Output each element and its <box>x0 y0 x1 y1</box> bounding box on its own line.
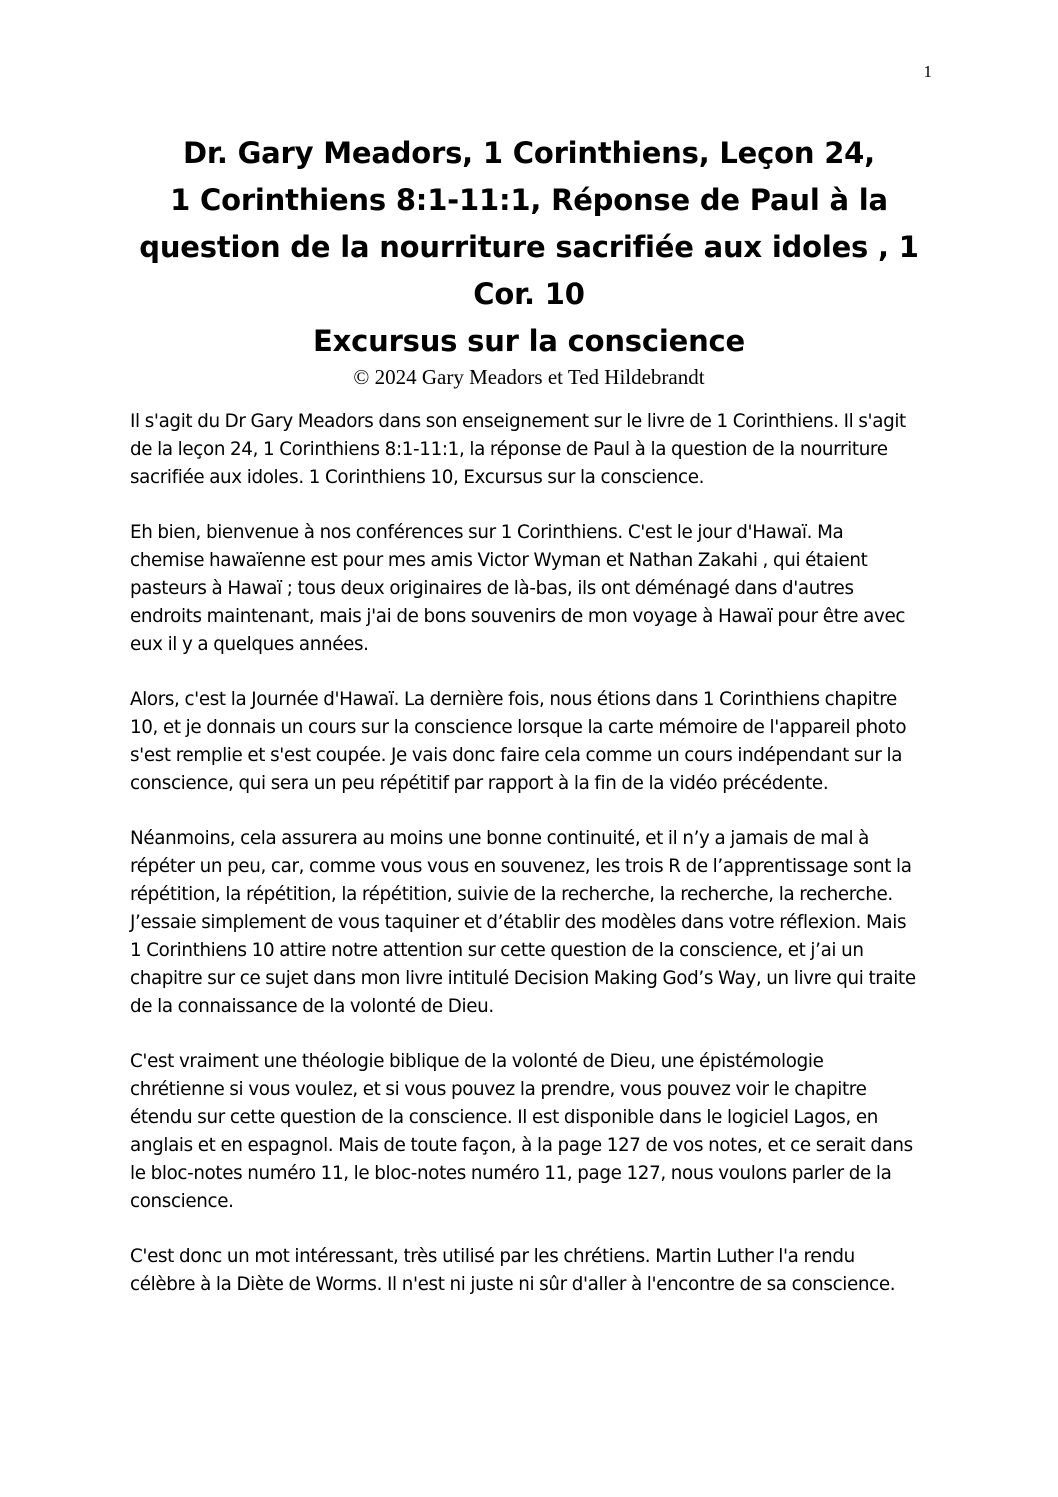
paragraph-4: Néanmoins, cela assurera au moins une bonne continuité, et il n’y a jamais de mal à répéter un peu, car, comme vous vous en souvenez, les trois R de l’apprentissage sont la répétition, la répétition, la répétition, suivie de la recherche, la recherche, la recherche. J’essaie simplement de vous taquiner et d’établir des modèles dans votre réflexion. Mais 1 Corinthiens 10 attire notre attention sur cette question de la conscience, et j’ai un chapitre sur ce sujet dans mon livre intitulé Decision Making God’s Way, un livre qui traite de la connaissance de la volonté de Dieu. <box>130 828 916 1017</box>
paragraph-5: C'est vraiment une théologie biblique de la volonté de Dieu, une épistémologie chrétienne si vous voulez, et si vous pouvez la prendre, vous pouvez voir le chapitre étendu sur cette question de la conscience. Il est disponible dans le logiciel Lagos, en anglais et en espagnol. Mais de toute façon, à la page 127 de vos notes, et ce serait dans le bloc-notes numéro 11, le bloc-notes numéro 11, page 127, nous voulons parler de la conscience. <box>130 1051 913 1212</box>
title-line-4: Cor. 10 <box>473 277 585 311</box>
paragraph-1: Il s'agit du Dr Gary Meadors dans son enseignement sur le livre de 1 Corinthiens. Il s'agit de la leçon 24, 1 Corinthiens 8:1-11:1, la réponse de Paul à la question de la nourriture sacrifiée aux idoles. 1 Corinthiens 10, Excursus sur la conscience. <box>130 411 906 488</box>
paragraph-2: Eh bien, bienvenue à nos conférences sur 1 Corinthiens. C'est le jour d'Hawaï. Ma chemise hawaïenne est pour mes amis Victor Wyman et Nathan Zakahi , qui étaient pasteurs à Hawaï ; tous deux originaires de là-bas, ils ont déménagé dans d'autres endroits maintenant, mais j'ai de bons souvenirs de mon voyage à Hawaï pour être avec eux il y a quelques années. <box>130 522 906 655</box>
document-title-block <box>130 130 928 389</box>
body-text <box>130 408 920 1326</box>
title-line-3: question de la nourriture sacrifiée aux idoles , 1 <box>139 230 919 264</box>
paragraph-3: Alors, c'est la Journée d'Hawaï. La dernière fois, nous étions dans 1 Corinthiens chapitre 10, et je donnais un cours sur la conscience lorsque la carte mémoire de l'appareil photo s'est remplie et s'est coupée. Je vais donc faire cela comme un cours indépendant sur la conscience, qui sera un peu répétitif par rapport à la fin de la vidéo précédente. <box>130 689 907 794</box>
paragraph-6: C'est donc un mot intéressant, très utilisé par les chrétiens. Martin Luther l'a rendu célèbre à la Diète de Worms. Il n'est ni juste ni sûr d'aller à l'encontre de sa conscience. <box>130 1246 896 1295</box>
title-line-1: Dr. Gary Meadors, 1 Corinthiens, Leçon 24, <box>183 136 875 170</box>
page-number: 1 <box>923 62 932 81</box>
subtitle-line: Excursus sur la conscience <box>313 324 745 358</box>
title-line-2: 1 Corinthiens 8:1-11:1, Réponse de Paul à la <box>170 183 888 217</box>
copyright-notice: © 2024 Gary Meadors et Ted Hildebrandt <box>353 365 705 389</box>
